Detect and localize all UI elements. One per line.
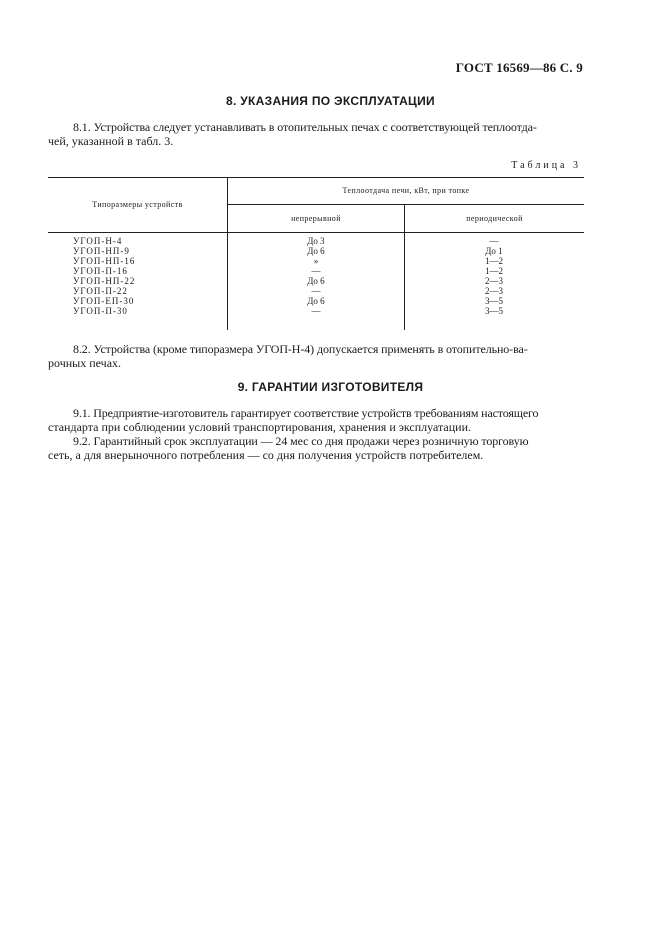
- cell-type: УГОП-НП-16: [73, 256, 136, 266]
- cell-type: УГОП-П-30: [73, 306, 128, 316]
- table-row: [48, 306, 584, 316]
- section-9-title: 9. ГАРАНТИИ ИЗГОТОВИТЕЛЯ: [237, 380, 424, 394]
- paragraph-8-2: [48, 342, 584, 370]
- column-header-periodic: периодической: [466, 214, 523, 223]
- paragraph-line: 8.2. Устройства (кроме типоразмера УГОП-Н-4) допускается применять в отопительно-ва-: [73, 342, 528, 356]
- cell-type: УГОП-НП-9: [73, 246, 130, 256]
- paragraph-9-2: [48, 434, 584, 462]
- cell-continuous: До 3: [307, 236, 325, 246]
- cell-continuous: —: [311, 286, 321, 296]
- cell-continuous: —: [311, 266, 321, 276]
- cell-periodic: 2—3: [485, 286, 503, 296]
- cell-type: УГОП-П-22: [73, 286, 128, 296]
- cell-periodic: 3—5: [485, 306, 503, 316]
- cell-type: УГОП-Н-4: [73, 236, 123, 246]
- table-row: [48, 256, 584, 266]
- table-row: [48, 296, 584, 306]
- table-row: [48, 236, 584, 246]
- cell-continuous: До 6: [307, 246, 325, 256]
- cell-periodic: 3—5: [485, 296, 503, 306]
- paragraph-line: сеть, а для внерыночного потребления — со дня получения устройств потребителем.: [48, 448, 484, 462]
- cell-type: УГОП-ЕП-30: [73, 296, 135, 306]
- paragraph-line: 9.1. Предприятие-изготовитель гарантирует соответствие устройств требованиям настоящего: [73, 406, 539, 420]
- paragraph-9-1: [48, 406, 584, 434]
- column-header-types: Типоразмеры устройств: [92, 200, 183, 209]
- cell-type: УГОП-П-16: [73, 266, 128, 276]
- cell-continuous: »: [313, 256, 319, 266]
- paragraph-line: 8.1. Устройства следует устанавливать в отопительных печах с соответствующей теплоотда-: [73, 120, 537, 134]
- column-group-header: Теплоотдача печи, кВт, при топке: [342, 186, 470, 195]
- cell-periodic: До 1: [485, 246, 503, 256]
- paragraph-line: 9.2. Гарантийный срок эксплуатации — 24 мес со дня продажи через розничную торговую: [73, 434, 529, 448]
- paragraph-8-1: [48, 120, 584, 148]
- table-header-rule: [48, 232, 584, 233]
- cell-continuous: До 6: [307, 276, 325, 286]
- table-3: [48, 177, 584, 330]
- table-row: [48, 276, 584, 286]
- cell-type: УГОП-НП-22: [73, 276, 136, 286]
- cell-periodic: 2—3: [485, 276, 503, 286]
- table-top-rule: [48, 177, 584, 178]
- table-group-rule: [228, 204, 584, 205]
- paragraph-line: стандарта при соблюдении условий транспортирования, хранения и эксплуатации.: [48, 420, 472, 434]
- table-row: [48, 286, 584, 296]
- paragraph-line: чей, указанной в табл. 3.: [48, 134, 174, 148]
- page-header: ГОСТ 16569—86 С. 9: [455, 60, 583, 75]
- table-row: [48, 246, 584, 256]
- section-8-title: 8. УКАЗАНИЯ ПО ЭКСПЛУАТАЦИИ: [226, 94, 435, 108]
- cell-periodic: —: [489, 236, 499, 246]
- paragraph-line: рочных печах.: [48, 356, 122, 370]
- table-row: [48, 266, 584, 276]
- table-body: [48, 236, 584, 316]
- cell-continuous: —: [311, 306, 321, 316]
- column-header-continuous: непрерывной: [291, 214, 341, 223]
- cell-continuous: До 6: [307, 296, 325, 306]
- cell-periodic: 1—2: [485, 256, 503, 266]
- cell-periodic: 1—2: [485, 266, 503, 276]
- table-label: Таблица 3: [511, 160, 581, 171]
